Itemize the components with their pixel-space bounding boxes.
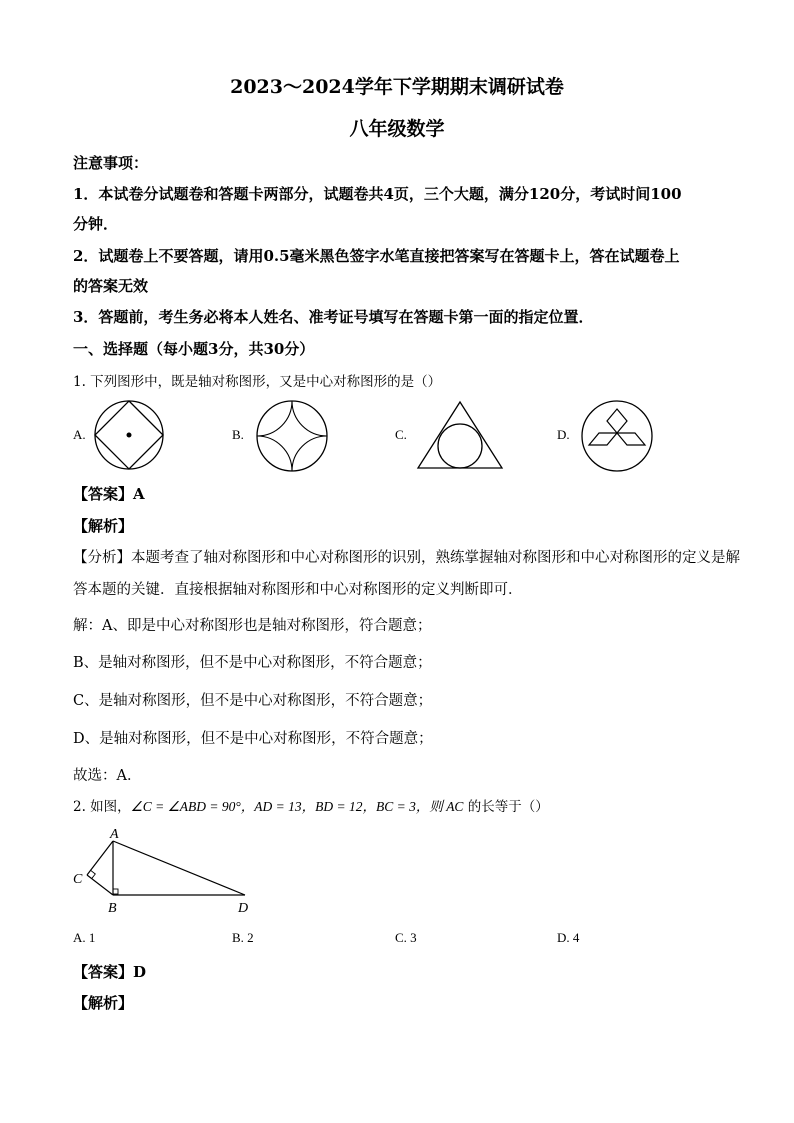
q1-solution-a: 解：A、即是中心对称图形也是轴对称图形，符合题意； [73, 618, 432, 634]
q1-option-d-label: D. [557, 427, 570, 442]
exam-title: 2023～2024学年下学期期末调研试卷 [230, 76, 564, 98]
q2-stem-suffix: 的长等于（） [463, 799, 549, 815]
notes-heading: 注意事项： [73, 154, 149, 172]
q2-stem-math: ∠C = ∠ABD = 90°，AD = 13，BD = 12，BC = 3，则 AC [130, 799, 464, 814]
q1-figure-d [580, 399, 654, 473]
note-1-line-1: 1．本试卷分试题卷和答题卡两部分，试题卷共4页，三个大题，满分120分，考试时间100 [73, 185, 682, 203]
q1-option-b-label: B. [232, 427, 244, 442]
q2-option-c: C. 3 [395, 930, 417, 945]
q2-option-d: D. 4 [557, 930, 580, 945]
q2-stem-prefix: 2. 如图， [73, 799, 131, 815]
q1-stem: 1. 下列图形中，既是轴对称图形，又是中心对称图形的是（） [73, 374, 442, 390]
note-2-line-2: 的答案无效 [73, 277, 149, 295]
q1-analysis-heading: 【解析】 [73, 517, 134, 535]
q1-choose: 故选：A． [73, 768, 142, 784]
note-3: 3．答题前，考生务必将本人姓名、准考证号填写在答题卡第一面的指定位置． [73, 308, 594, 326]
q1-fenxi-line-1: 【分析】本题考查了轴对称图形和中心对称图形的识别，熟练掌握轴对称图形和中心对称图形的定义是解 [73, 550, 740, 566]
q2-label-c: C [73, 872, 83, 887]
q2-label-a: A [110, 827, 119, 842]
q1-figure-a [91, 399, 167, 471]
note-1-line-2: 分钟． [73, 215, 119, 233]
q2-stem [73, 795, 549, 815]
q1-answer: 【答案】A [73, 485, 145, 503]
q2-option-b: B. 2 [232, 930, 254, 945]
q2-option-a: A. 1 [73, 930, 96, 945]
note-2-line-1: 2．试题卷上不要答题，请用0.5毫米黑色签字水笔直接把答案写在答题卡上，答在试题卷上 [73, 247, 680, 265]
q1-solution-d: D、是轴对称图形，但不是中心对称图形，不符合题意； [73, 731, 433, 747]
q1-fenxi-line-2: 答本题的关键．直接根据轴对称图形和中心对称图形的定义判断即可． [73, 582, 523, 598]
q2-analysis-heading: 【解析】 [73, 994, 134, 1012]
exam-subtitle: 八年级数学 [349, 118, 445, 140]
q1-option-c-label: C. [395, 427, 407, 442]
section-heading: 一、选择题（每小题3分，共30分） [73, 340, 315, 358]
q1-option-a-label: A. [73, 427, 86, 442]
q1-solution-c: C、是轴对称图形，但不是中心对称图形，不符合题意； [73, 693, 433, 709]
q2-triangle-figure [70, 823, 270, 918]
q1-solution-b: B、是轴对称图形，但不是中心对称图形，不符合题意； [73, 655, 432, 671]
q1-figure-c [416, 400, 506, 472]
q2-label-b: B [108, 901, 117, 916]
q1-figure-b [253, 399, 331, 473]
q2-answer: 【答案】D [73, 963, 147, 981]
q2-label-d: D [238, 901, 249, 916]
